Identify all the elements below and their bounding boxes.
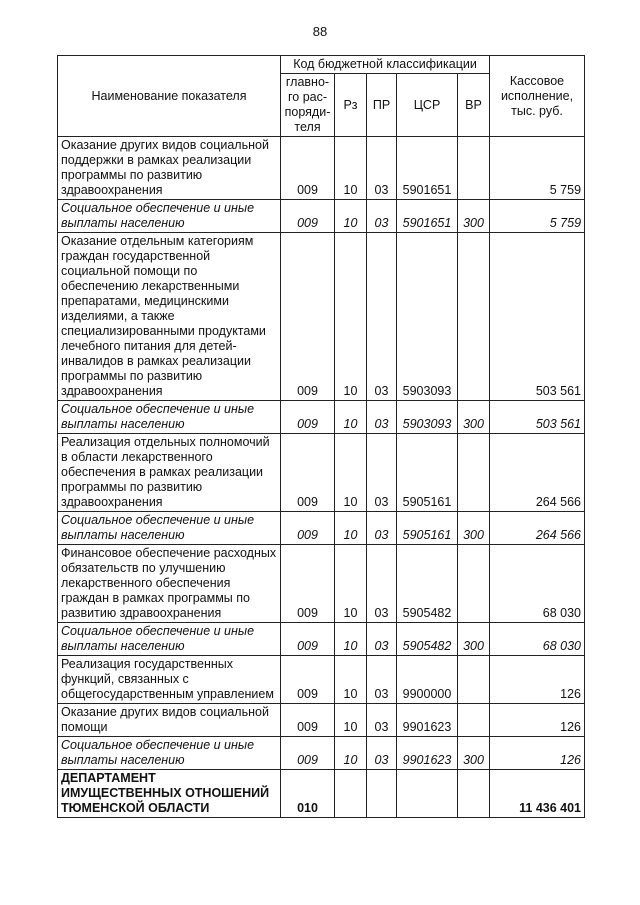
row-sum: 68 030: [490, 623, 585, 656]
row-vr-code: [458, 233, 490, 401]
row-gr-code: 009: [281, 233, 335, 401]
row-name: Социальное обеспечение и иные выплаты населению: [58, 623, 281, 656]
row-sum: 5 759: [490, 200, 585, 233]
row-gr-code: 009: [281, 704, 335, 737]
row-vr-code: 300: [458, 737, 490, 770]
row-name: Оказание отдельным категориям граждан государственной социальной помощи по обеспечению лекарственными препаратами, медицинскими изделиями, а также специализированными продуктами лечебного питания для детей-инвалидов в рамках реализации программы по развитию здравоохранения: [58, 233, 281, 401]
row-gr-code: 009: [281, 656, 335, 704]
row-name: Реализация отдельных полномочий в области лекарственного обеспечения в рамках реализации программы по развитию здравоохранения: [58, 434, 281, 512]
table-row: [58, 137, 585, 200]
row-gr-code: 009: [281, 137, 335, 200]
row-gr-code: 009: [281, 512, 335, 545]
row-rz-code: 10: [335, 200, 367, 233]
row-sum: 68 030: [490, 545, 585, 623]
row-name: ДЕПАРТАМЕНТ ИМУЩЕСТВЕННЫХ ОТНОШЕНИЙ ТЮМЕНСКОЙ ОБЛАСТИ: [58, 770, 281, 818]
row-pr-code: 03: [367, 704, 397, 737]
row-name: Социальное обеспечение и иные выплаты населению: [58, 512, 281, 545]
header-sum: Кассовое исполнение, тыс. руб.: [490, 56, 585, 137]
row-name: Социальное обеспечение и иные выплаты населению: [58, 200, 281, 233]
row-name: Социальное обеспечение и иные выплаты населению: [58, 401, 281, 434]
row-sum: 264 566: [490, 434, 585, 512]
row-csr-code: 5901651: [397, 200, 458, 233]
table-row: [58, 434, 585, 512]
header-row-group: [58, 56, 585, 74]
row-pr-code: 03: [367, 623, 397, 656]
row-sum: 126: [490, 656, 585, 704]
row-rz-code: 10: [335, 401, 367, 434]
row-pr-code: 03: [367, 401, 397, 434]
row-csr-code: [397, 770, 458, 818]
row-rz-code: 10: [335, 233, 367, 401]
budget-table: [57, 55, 585, 818]
row-name: Финансовое обеспечение расходных обязательств по улучшению лекарственного обеспечения граждан в рамках программы по развитию здравоохранения: [58, 545, 281, 623]
row-gr-code: 009: [281, 200, 335, 233]
row-csr-code: 9901623: [397, 737, 458, 770]
row-rz-code: [335, 770, 367, 818]
table-row: [58, 704, 585, 737]
row-sum: 11 436 401: [490, 770, 585, 818]
row-vr-code: [458, 704, 490, 737]
row-vr-code: [458, 137, 490, 200]
row-gr-code: 009: [281, 737, 335, 770]
header-gr: главно- го рас- поряди- теля: [281, 74, 335, 137]
header-pr: ПР: [367, 74, 397, 137]
row-pr-code: 03: [367, 434, 397, 512]
header-vr: ВР: [458, 74, 490, 137]
row-rz-code: 10: [335, 704, 367, 737]
table-row: [58, 401, 585, 434]
row-rz-code: 10: [335, 545, 367, 623]
table-row: [58, 512, 585, 545]
row-rz-code: 10: [335, 623, 367, 656]
row-pr-code: 03: [367, 512, 397, 545]
row-pr-code: 03: [367, 200, 397, 233]
row-rz-code: 10: [335, 512, 367, 545]
row-gr-code: 009: [281, 434, 335, 512]
row-pr-code: [367, 770, 397, 818]
header-rz: Рз: [335, 74, 367, 137]
table-row: [58, 656, 585, 704]
row-pr-code: 03: [367, 233, 397, 401]
row-csr-code: 5905482: [397, 623, 458, 656]
page-number: 88: [312, 24, 328, 39]
row-csr-code: 9900000: [397, 656, 458, 704]
row-csr-code: 5905482: [397, 545, 458, 623]
table-row: [58, 623, 585, 656]
row-csr-code: 9901623: [397, 704, 458, 737]
row-gr-code: 009: [281, 623, 335, 656]
row-sum: 503 561: [490, 401, 585, 434]
row-name: Реализация государственных функций, связанных с общегосударственным управлением: [58, 656, 281, 704]
row-pr-code: 03: [367, 545, 397, 623]
row-pr-code: 03: [367, 137, 397, 200]
row-sum: 264 566: [490, 512, 585, 545]
row-csr-code: 5905161: [397, 512, 458, 545]
table-row: [58, 233, 585, 401]
row-vr-code: 300: [458, 401, 490, 434]
row-csr-code: 5905161: [397, 434, 458, 512]
row-vr-code: [458, 545, 490, 623]
header-name: Наименование показателя: [58, 56, 281, 137]
row-vr-code: 300: [458, 200, 490, 233]
row-sum: 503 561: [490, 233, 585, 401]
row-vr-code: [458, 434, 490, 512]
row-vr-code: 300: [458, 623, 490, 656]
row-rz-code: 10: [335, 434, 367, 512]
header-code-group: Код бюджетной классификации: [281, 56, 490, 74]
row-name: Социальное обеспечение и иные выплаты населению: [58, 737, 281, 770]
row-rz-code: 10: [335, 137, 367, 200]
table-row: [58, 770, 585, 818]
row-csr-code: 5903093: [397, 401, 458, 434]
row-pr-code: 03: [367, 737, 397, 770]
table-body: [58, 137, 585, 818]
table-row: [58, 200, 585, 233]
row-csr-code: 5901651: [397, 137, 458, 200]
row-vr-code: 300: [458, 512, 490, 545]
row-sum: 126: [490, 704, 585, 737]
table-row: [58, 545, 585, 623]
row-pr-code: 03: [367, 656, 397, 704]
row-gr-code: 009: [281, 545, 335, 623]
row-name: Оказание других видов социальной поддержки в рамках реализации программы по развитию здравоохранения: [58, 137, 281, 200]
table-row: [58, 737, 585, 770]
header-csr: ЦСР: [397, 74, 458, 137]
row-vr-code: [458, 656, 490, 704]
row-rz-code: 10: [335, 737, 367, 770]
row-gr-code: 010: [281, 770, 335, 818]
row-csr-code: 5903093: [397, 233, 458, 401]
row-rz-code: 10: [335, 656, 367, 704]
row-name: Оказание других видов социальной помощи: [58, 704, 281, 737]
row-sum: 126: [490, 737, 585, 770]
row-gr-code: 009: [281, 401, 335, 434]
row-sum: 5 759: [490, 137, 585, 200]
row-vr-code: [458, 770, 490, 818]
